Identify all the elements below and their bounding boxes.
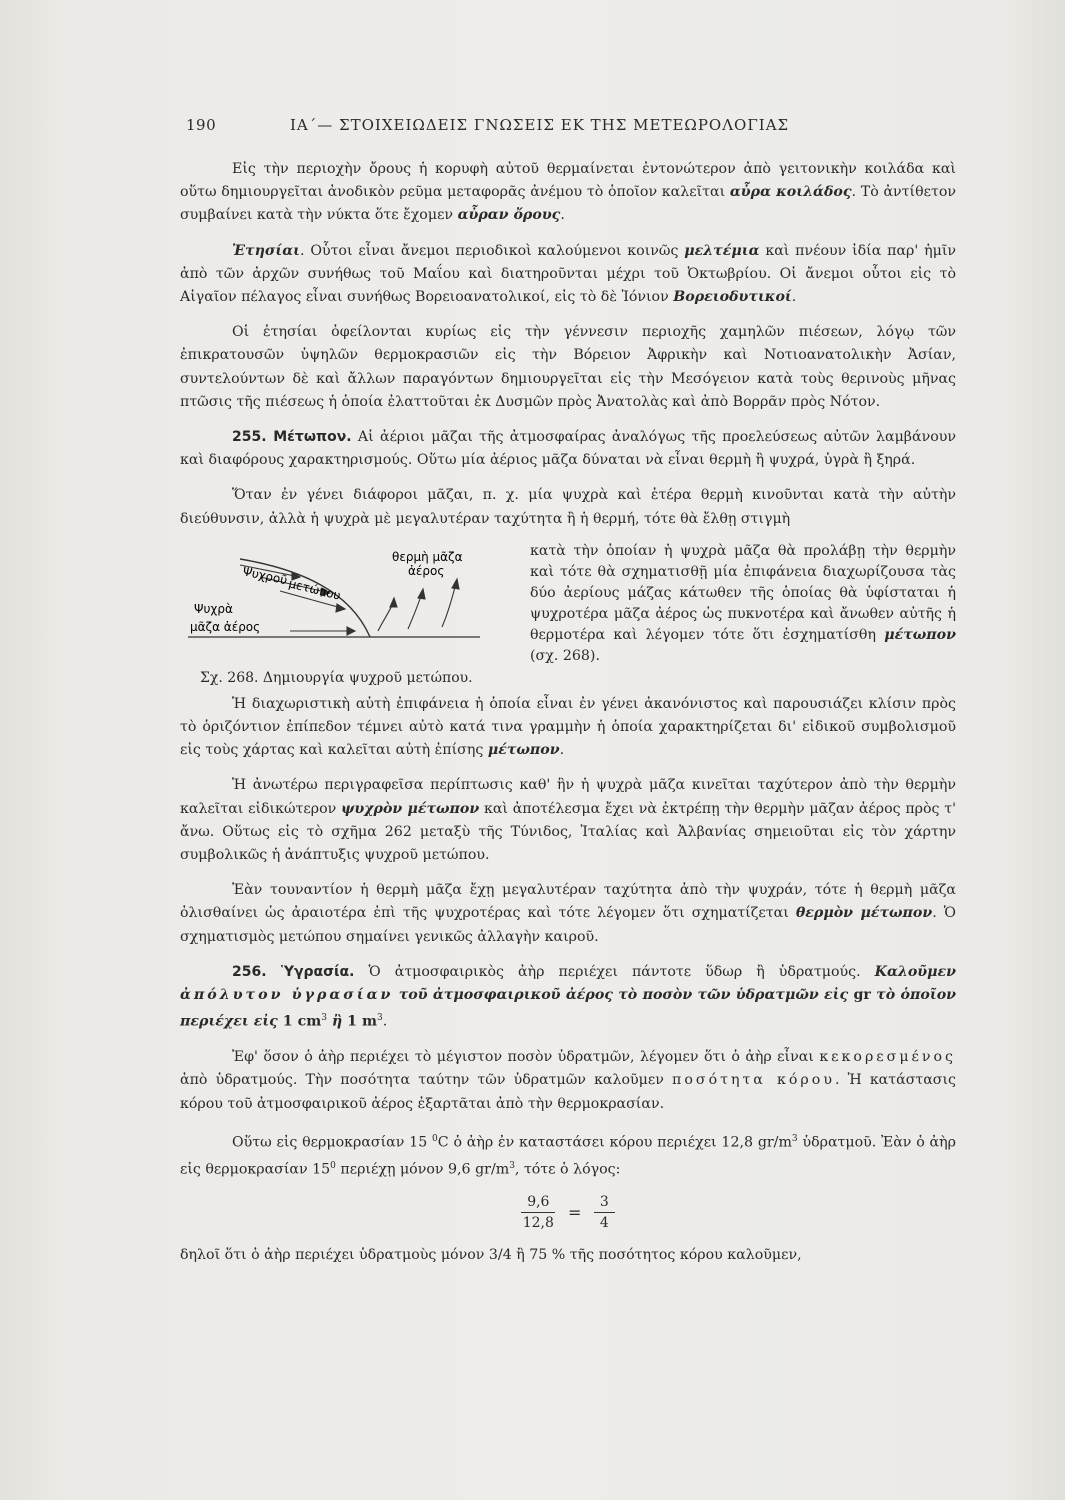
text-span: . Τὸ ἀντίθετον συμβαίνει κατὰ τὴν νύκτα ὅτε ἔχομεν — [180, 184, 956, 224]
text-span: καὶ πνέουν ἰδία παρ' ἡμῖν ἀπὸ τῶν ἀρχῶν συνήθως τοῦ Μαΐου καὶ διατηροῦνται μέχρι τοῦ Ὀκτωβρίου. Οἱ ἄνεμοι οὗτοι εἰς τὸ Αἰγαῖον πέλαγος εἶναι συνήθως Βορειοανατολικοί, εἰς τὸ δὲ Ἰόνιον — [180, 242, 957, 306]
text-span: . — [560, 207, 565, 224]
superscript: 3 — [509, 1160, 515, 1171]
warm-arrow — [442, 583, 456, 627]
paragraph-valley-breeze — [180, 158, 956, 228]
label-front: Ψυχροῦ — [241, 564, 289, 588]
label-warm-mass: θερμὴ μᾶζα — [392, 549, 463, 564]
text-span: Ὁ ἀτμοσφαιρικὸς ἀὴρ περιέχει πάντοτε ὕδωρ ἢ ὑδρατμούς. — [354, 963, 875, 980]
figure-caption: Σχ. 268. Δημιουργία ψυχροῦ μετώπου. — [200, 669, 473, 686]
text-span: Εἰς τὴν περιοχὴν ὄρους ἡ κορυφὴ αὐτοῦ θερμαίνεται ἐντονώτερον ἀπὸ γειτονικὴν κοιλάδα καὶ οὕτω δημιουργεῖται ἀνοδικὸν ρεῦμα μεταφορᾶς ἀνέμου τὸ ὁποῖον καλεῖται — [180, 161, 956, 201]
term-text: Καλοῦμεν — [874, 963, 956, 980]
arrow-head-icon — [418, 589, 425, 599]
term-meltemia: μελτέμια — [684, 242, 760, 259]
term-mountain-breeze: αὖραν ὄρους — [457, 207, 561, 224]
denominator: 4 — [599, 1214, 609, 1231]
text-span: . Οὗτοι εἶναι ἄνεμοι περιοδικοὶ καλούμενοι κοινῶς — [300, 242, 685, 259]
term-text: ἢ — [326, 1014, 348, 1031]
text-span: . Ὁ σχηματισμὸς μετώπου σημαίνει γενικῶς ἀλλαγὴν καιροῦ. — [180, 905, 956, 945]
paragraph-etesians — [180, 240, 956, 310]
label-warm-mass-2: ἀέρος — [408, 563, 445, 578]
paragraph-ratio-meaning: δηλοῖ ὅτι ὁ ἀὴρ περιέχει ὑδρατμοὺς μόνον 3/4 ἢ 75 % τῆς ποσότητος κόρου καλοῦμεν, — [180, 1246, 802, 1263]
page-body — [180, 158, 956, 1279]
unit-cm: 1 cm — [282, 1014, 322, 1031]
text-span: Ἐὰν τουναντίον ἡ θερμὴ μᾶζα ἔχῃ μεγαλυτέραν ταχύτητα ἀπὸ τὴν ψυχράν, τότε ἡ θερμὴ μᾶζα ὀλισθαίνει ὡς ἀραιοτέρα ἐπὶ τῆς ψυχροτέρας καὶ τότε λέγομεν ὅτι σχηματίζεται — [180, 882, 956, 922]
superscript: 0 — [432, 1133, 438, 1144]
label-cold-mass: Ψυχρὰ — [194, 601, 233, 616]
paragraph-etesians-cause: Οἱ ἐτησίαι ὀφείλονται κυρίως εἰς τὴν γέννεσιν περιοχῆς χαμηλῶν πιέσεων, λόγῳ τῶν ἐπικρατουσῶν ὑψηλῶν θερμοκρασιῶν εἰς τὴν Βόρειον Ἀφρικὴν καὶ Νοτιοανατολικὴν Ἀσίαν, συντελούντων δὲ καὶ ἄλλων παραγόντων δημιουργεῖται εἰς τὴν Μεσόγειον κατὰ τοὺς θερινοὺς μῆνας πτῶσις τῆς πιέσεως ἡ ὁποία ἐλαττοῦται ἐκ Δυσμῶν πρὸς Ἀνατολὰς καὶ ἀπὸ Βορρᾶν πρὸς Νότον. — [180, 324, 956, 410]
paragraph-255-masses: Ὅταν ἐν γένει διάφοροι μᾶζαι, π. χ. μία ψυχρὰ καὶ ἑτέρα θερμὴ κινοῦνται κατὰ τὴν αὐτὴν διεύθυνσιν, ἀλλὰ ἡ ψυχρὰ μὲ μεγαλυτέραν ταχύτητα ἢ ἡ θερμή, τότε θὰ ἔλθῃ στιγμὴ — [180, 487, 956, 527]
ratio-formula — [180, 1192, 956, 1236]
term-text: τοῦ ἀτμοσφαιρικοῦ ἀέρος τὸ ποσὸν τῶν ὑδρατμῶν εἰς — [393, 987, 854, 1004]
section-255-heading: 255. Μέτωπον. — [232, 429, 352, 446]
figure-side-text — [530, 541, 956, 667]
text-span: Ἡ ἀνωτέρω περιγραφεῖσα περίπτωσις καθ' ἣν ἡ ψυχρὰ μᾶζα κινεῖται ταχύτερον ἀπὸ τὴν θερμὴν καλεῖται εἰδικώτερον — [180, 777, 956, 817]
numerator: 3 — [594, 1192, 615, 1213]
text-span: C ὁ ἀὴρ ἐν καταστάσει κόρου περιέχει 12,8 gr/m — [437, 1134, 792, 1151]
text-span: . — [559, 742, 565, 759]
section-256-heading: 256. Ὑγρασία. — [232, 963, 355, 980]
paragraph-warm-front — [180, 879, 956, 949]
text-span: . Ἡ κατάστασις κόρου τοῦ ἀτμοσφαιρικοῦ ἀέρος ἐξαρτᾶται ἀπὸ τὴν θερμοκρασίαν. — [180, 1072, 956, 1112]
page-number: 190 — [186, 116, 217, 134]
warm-air-arrows — [378, 579, 459, 631]
arrow-head-icon — [347, 627, 355, 635]
text-span: . — [791, 289, 797, 306]
term-valley-breeze: αὖρα κοιλάδος — [729, 184, 852, 201]
term-saturated: κεκορεσμένος — [819, 1049, 956, 1066]
term-text: τὸ ὁποῖον περιέχει εἰς — [180, 987, 956, 1031]
fraction-left — [521, 1192, 555, 1233]
term-warm-front: θερμὸν μέτωπον — [795, 905, 933, 922]
fraction-right — [594, 1192, 615, 1233]
paragraph-saturation — [180, 1046, 956, 1116]
arrow-head-icon — [390, 598, 397, 607]
text-span: (σχ. 268). — [530, 647, 600, 664]
term-saturation-quantity: ποσότητα κόρου — [672, 1072, 835, 1089]
label-cold-mass-2: μᾶζα ἀέρος — [190, 619, 261, 634]
paragraph-front-surface — [180, 693, 956, 763]
cold-front-diagram — [180, 541, 520, 661]
term-front: μέτωπον — [487, 742, 560, 759]
paragraph-example — [180, 1128, 956, 1182]
text-span: ἀπὸ ὑδρατμούς. Τὴν ποσότητα ταύτην τῶν ὑδρατμῶν καλοῦμεν — [180, 1072, 673, 1089]
text-span: ὑδρατμοῦ. Ἐὰν ὁ ἀὴρ εἰς θερμοκρασίαν 15 — [180, 1134, 956, 1178]
unit-gr: gr — [853, 987, 871, 1004]
arrow-head-icon — [452, 579, 459, 589]
term-northwesterly: Βορειοδυτικοί — [673, 289, 792, 306]
numerator: 9,6 — [521, 1192, 555, 1213]
denominator: 12,8 — [522, 1214, 554, 1231]
paragraph-cold-front — [180, 774, 956, 867]
running-title: ΙΑ΄— ΣΤΟΙΧΕΙΩΔΕΙΣ ΓΝΩΣΕΙΣ ΕΚ ΤΗΣ ΜΕΤΕΩΡΟΛΟΓΙΑΣ — [290, 116, 790, 134]
term-etesians: Ἐτησίαι — [232, 242, 300, 259]
label-front-2: μετώπου — [287, 576, 342, 603]
equals-sign: = — [567, 1202, 582, 1222]
text-span: περιέχῃ μόνον 9,6 gr/m — [335, 1161, 510, 1178]
text-span: Ἡ διαχωριστικὴ αὐτὴ ἐπιφάνεια ἡ ὁποία εἶναι ἐν γένει ἀκανόνιστος καὶ παρουσιάζει κλίσιν πρὸς τὸ ὁριζόντιον ἐπίπεδον τέμνει αὐτὸ κατά τινα γραμμὴν ἡ ὁποία χαρακτηρίζεται δι' εἰδικοῦ συμβολισμοῦ εἰς τοὺς χάρτας καὶ καλεῖται αὐτὴ ἐπίσης — [180, 695, 956, 759]
text-span: Αἱ ἀέριοι μᾶζαι τῆς ἀτμοσφαίρας ἀναλόγως τῆς προελεύσεως αὐτῶν λαμβάνουν καὶ διαφόρους χαρακτηρισμούς. Οὕτω μία ἀέριος μᾶζα δύναται νὰ εἶναι θερμὴ ἢ ψυχρά, ὑγρὰ ἢ ξηρά. — [180, 429, 956, 469]
superscript: 3 — [791, 1133, 798, 1144]
term-absolute-humidity: ἀπόλυτον ὑγρασίαν — [180, 987, 394, 1004]
text-span: , τότε ὁ λόγος: — [514, 1161, 621, 1178]
text-span: Οὕτω εἰς θερμοκρασίαν 15 — [232, 1134, 433, 1151]
term-front: μέτωπον — [884, 626, 956, 643]
text-span: καὶ ἀποτέλεσμα ἔχει νὰ ἐκτρέπῃ τὴν θερμὴν μᾶζαν ἀέρος πρὸς τ' ἄνω. Οὕτως εἰς τὸ σχῆμα 262 μεταξὺ τῆς Τύνιδος, Ἰταλίας καὶ Ἀλβανίας σημειοῦται εἰς τὸν χάρτην συμβολικῶς ἡ ἀνάπτυξις ψυχροῦ μετώπου. — [180, 800, 956, 864]
arrow-head-icon — [336, 604, 345, 612]
superscript: 3 — [321, 1013, 327, 1024]
text-span: . — [382, 1014, 388, 1031]
paragraph-256-intro — [180, 961, 956, 1034]
text-span: Ἐφ' ὅσον ὁ ἀὴρ περιέχει τὸ μέγιστον ποσὸν ὑδρατμῶν, λέγομεν ὅτι ὁ ἀὴρ εἶναι — [232, 1049, 820, 1066]
term-cold-front: ψυχρὸν μέτωπον — [341, 800, 480, 817]
figure-268-block — [180, 541, 956, 691]
superscript: 3 — [377, 1013, 383, 1024]
paragraph-255-intro — [180, 426, 956, 472]
superscript: 0 — [330, 1160, 336, 1171]
text-span: κατὰ τὴν ὁποίαν ἡ ψυχρὰ μᾶζα θὰ προλάβῃ τὴν θερμὴν καὶ τότε θὰ σχηματισθῇ μία ἐπιφάνεια διαχωρίζουσα τὰς δύο ἀερίους μάζας κάτωθεν τῆς ὁποίας θὰ ὑφίσταται ἡ ψυχροτέρα μᾶζα ἀέρος ὡς πυκνοτέρα καὶ ἄνωθεν αὐτῆς ἡ θερμοτέρα καὶ λέγομεν τότε ὅτι ἐσχηματίσθη — [530, 542, 956, 643]
unit-m: 1 m — [347, 1014, 377, 1031]
